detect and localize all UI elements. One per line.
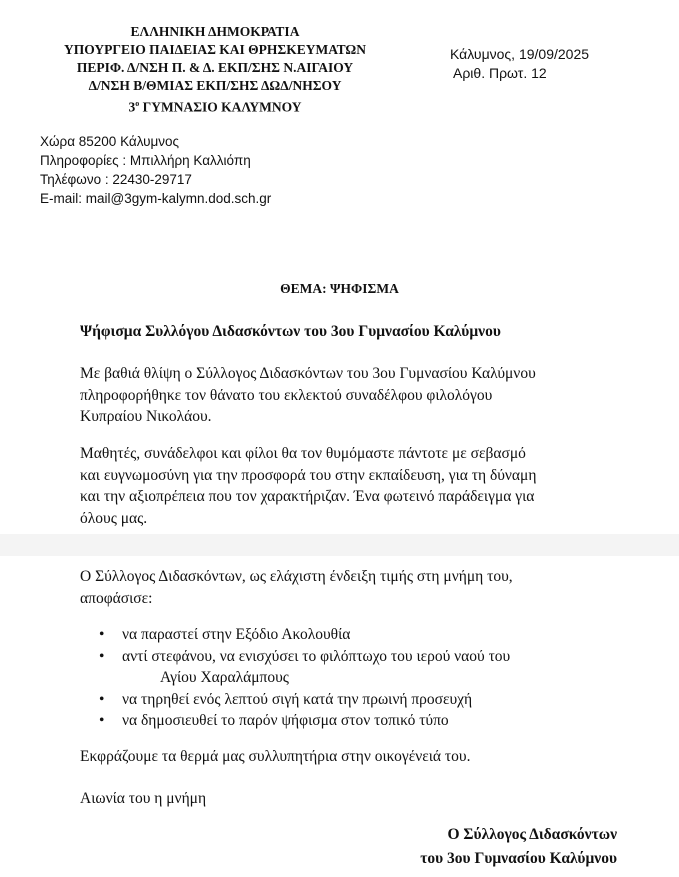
paragraph-line: Με βαθιά θλίψη ο Σύλλογος Διδασκόντων του 3ου Γυμνασίου Καλύμνου [80, 365, 536, 382]
header-line-republic: ΕΛΛΗΝΙΚΗ ΔΗΜΟΚΡΑΤΙΑ [130, 24, 300, 39]
paragraph-line: όλους μας. [80, 509, 148, 527]
condolences-line: Εκφράζουμε τα θερμά μας συλλυπητήρια στην οικογένειά του. [80, 748, 471, 765]
list-item [80, 646, 510, 689]
list-item-text: να δημοσιευθεί το παρόν ψήφισμα στον τοπικό τύπο [122, 712, 449, 729]
signature-block [420, 823, 617, 871]
paragraph-line: Μαθητές, συνάδελφοι και φίλοι θα τον θυμόμαστε πάντοτε με σεβασμό [80, 445, 526, 462]
paragraph-line: Ο Σύλλογος Διδασκόντων, ως ελάχιστη ένδειξη τιμής στη μνήμη του, [80, 568, 513, 585]
place-date: Κάλυμνος, 19/09/2025 [450, 46, 590, 62]
list-item-text: να παραστεί στην Εξόδιο Ακολουθία [122, 626, 351, 643]
paragraph-line: πληροφορήθηκε τον θάνατο του εκλεκτού συναδέλφου φιλολόγου [80, 386, 493, 404]
contact-block [40, 132, 271, 208]
bullet-icon: • [99, 647, 105, 665]
school-number-suffix: ο [135, 99, 140, 108]
header-line-ministry: ΥΠΟΥΡΓΕΙΟ ΠΑΙΔΕΙΑΣ ΚΑΙ ΘΡΗΣΚΕΥΜΑΤΩΝ [63, 42, 366, 57]
list-item [80, 689, 510, 711]
contact-info: Πληροφορίες : Μπιλλήρη Καλλιόπη [40, 153, 251, 168]
paragraph-line: και ευγνωμοσύνη για την προσφορά του στην εκπαίδευση, για τη δύναμη [80, 466, 537, 484]
bullet-icon: • [99, 690, 105, 708]
issuer-header [34, 23, 396, 117]
header-line-secondary-directorate: Δ/ΝΣΗ Β/ΘΜΙΑΣ ΕΚΠ/ΣΗΣ ΔΩΔ/ΝΗΣΟΥ [88, 78, 342, 93]
paragraph-line: αποφάσισε: [80, 589, 153, 607]
page-break-band [0, 534, 679, 556]
resolution-title: Ψήφισμα Συλλόγου Διδασκόντων του 3ου Γυμνασίου Καλύμνου [80, 323, 501, 340]
contact-address: Χώρα 85200 Κάλυμνος [40, 134, 180, 149]
list-item-text: να τηρηθεί ενός λεπτού σιγή κατά την πρωινή προσευχή [122, 690, 473, 708]
protocol-number: Αριθ. Πρωτ. 12 [453, 65, 547, 81]
paragraph-announcement [80, 363, 625, 428]
school-name: ΓΥΜΝΑΣΙΟ ΚΑΛΥΜΝΟΥ [139, 99, 302, 115]
paragraph-line: Κυπραίου Νικολάου. [80, 408, 212, 425]
contact-email: E-mail: mail@3gym-kalymn.dod.sch.gr [40, 191, 272, 206]
contact-phone: Τηλέφωνο : 22430-29717 [40, 172, 192, 187]
paragraph-tribute [80, 443, 625, 529]
memory-line: Αιωνία του η μνήμη [80, 790, 207, 807]
school-number: 3 [128, 99, 136, 115]
bullet-icon: • [99, 712, 105, 729]
paragraph-line: και την αξιοπρέπεια που τον χαρακτήριζαν. Ένα φωτεινό παράδειγμα για [80, 488, 535, 505]
header-line-regional-directorate: ΠΕΡΙΦ. Δ/ΝΣΗ Π. & Δ. ΕΚΠ/ΣΗΣ Ν.ΑΙΓΑΙΟΥ [76, 60, 354, 75]
list-item [80, 710, 510, 732]
signature-line: του 3ου Γυμνασίου Καλύμνου [420, 850, 617, 867]
list-item-text-continuation: Αγίου Χαραλάμπους [160, 669, 289, 686]
document-meta [450, 45, 589, 83]
subject-line: ΘΕΜΑ: ΨΗΦΙΣΜΑ [280, 281, 399, 296]
list-item [80, 624, 510, 646]
signature-line: Ο Σύλλογος Διδασκόντων [447, 826, 617, 843]
paragraph-decision-intro [80, 566, 625, 609]
list-item-text: αντί στεφάνου, να ενισχύσει το φιλόπτωχο του ιερού ναού του [122, 647, 511, 665]
decisions-list [80, 624, 510, 732]
header-line-school [34, 95, 396, 117]
bullet-icon: • [99, 626, 105, 643]
